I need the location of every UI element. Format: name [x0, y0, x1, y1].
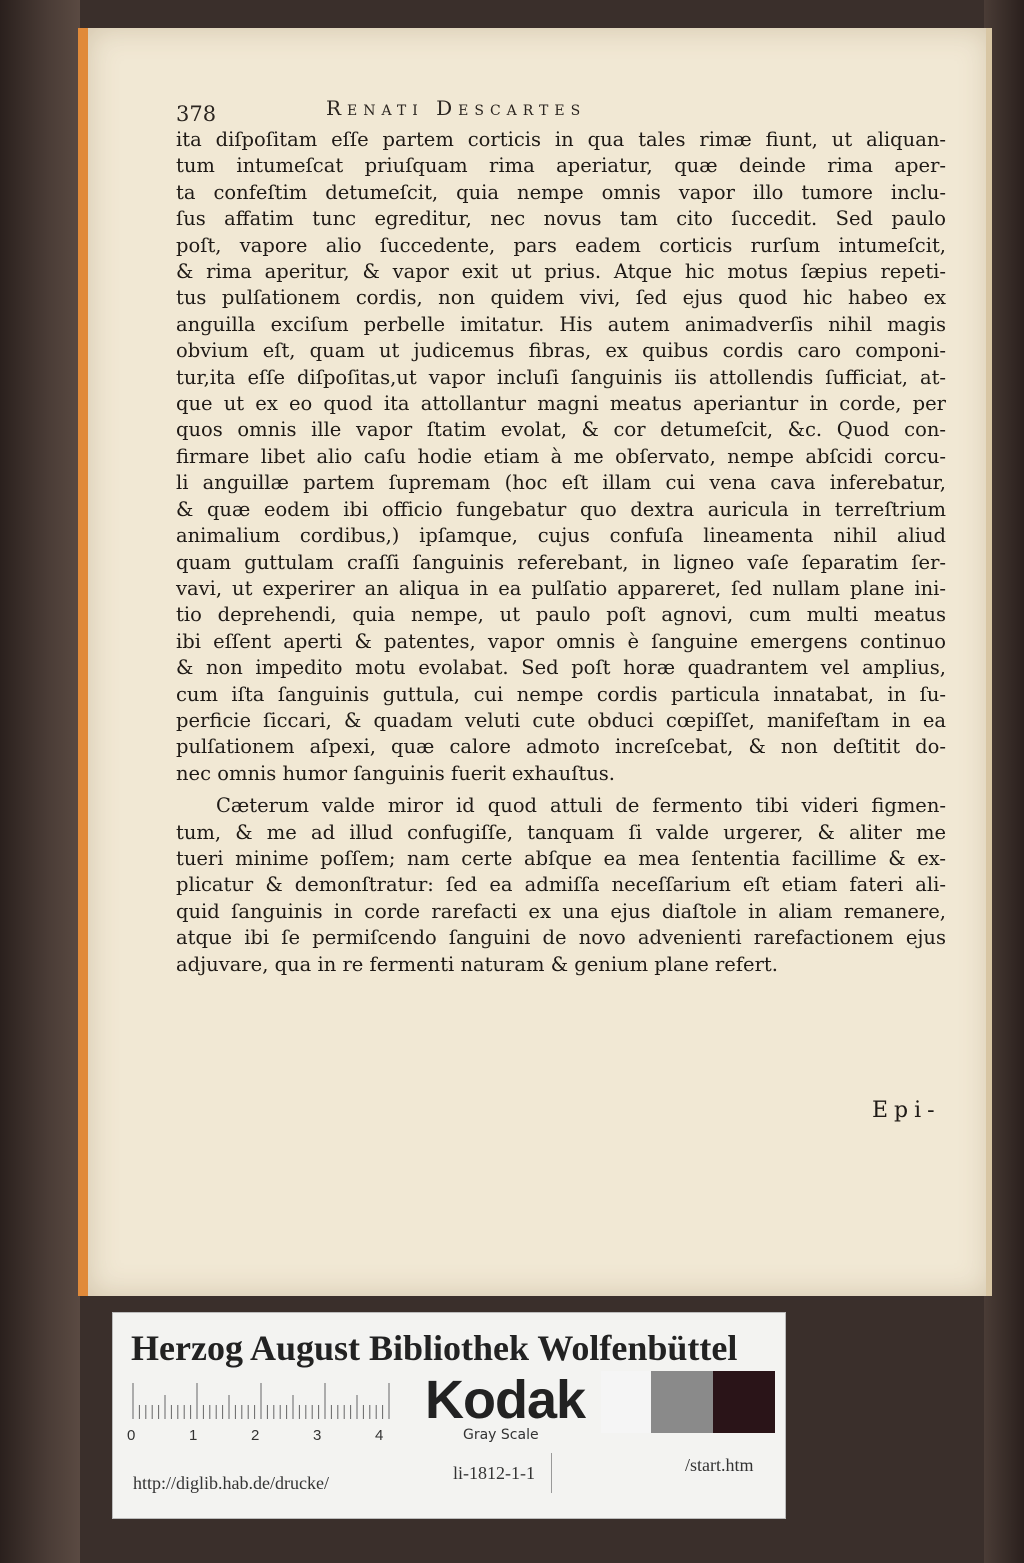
- body-text: [176, 127, 946, 978]
- ruler-number: 3: [313, 1427, 322, 1444]
- text-line: quid ſanguinis in corde rarefacti ex una ejus diaſtole in aliam remanere,: [176, 899, 946, 923]
- text-line: tus pulſationem cordis, non quidem vivi, ſed ejus quod hic habeo ex: [176, 286, 946, 310]
- text-line: Cæterum valde miror id quod attuli de fermento tibi videri figmen-: [216, 794, 946, 818]
- ruler-scale: [131, 1381, 399, 1421]
- gray-swatch-dark: [713, 1371, 775, 1433]
- library-name: Herzog August Bibliothek Wolfenbüttel: [131, 1328, 738, 1368]
- text-line: ibi eſſent aperti & patentes, vapor omnis è ſanguine emergens continuo: [176, 629, 946, 653]
- page-number: 378: [176, 102, 217, 126]
- text-line: plicatur & demonſtratur: ſed ea admiſſa neceſſarium eſt etiam fateri ali-: [176, 873, 946, 897]
- url-base: http://diglib.hab.de/drucke/: [133, 1473, 329, 1493]
- divider: [551, 1453, 552, 1493]
- ruler-number: 0: [127, 1427, 136, 1444]
- text-line: tio deprehendi, quia nempe, ut paulo poſt agnovi, cum multi meatus: [176, 603, 946, 627]
- gray-swatch-white: [601, 1371, 651, 1433]
- catchword: Epi-: [872, 1098, 941, 1123]
- text-line: & non impedito motu evolabat. Sed poſt horæ quadrantem vel amplius,: [176, 656, 946, 680]
- text-line: & quæ eodem ibi officio fungebatur quo dextra auricula in terreſtrium: [176, 497, 946, 521]
- text-line: poſt, vapore alio ſuccedente, pars eadem corticis rurſum intumeſcit,: [176, 233, 946, 257]
- library-label-card: [112, 1312, 786, 1519]
- gray-swatch-mid: [651, 1371, 713, 1433]
- ruler-number: 4: [375, 1427, 384, 1444]
- text-line: obvium eſt, quam ut judicemus fibras, ex quibus cordis caro componi-: [176, 339, 946, 363]
- text-line: quam guttulam craſſi ſanguinis referebant, in ligneo vaſe ſeparatim ſer-: [176, 550, 946, 574]
- book-edge-left: [0, 0, 80, 1563]
- text-line: quos omnis ille vapor ſtatim evolat, & cor detumeſcit, &c. Quod con-: [176, 418, 946, 442]
- page-edge: [986, 28, 992, 1296]
- text-line: li anguillæ partem ſupremam (hoc eſt illam cui vena cava inferebatur,: [176, 471, 946, 495]
- text-line: pulſationem aſpexi, quæ calore admoto increſcebat, & non deſtitit do-: [176, 735, 946, 759]
- gray-scale-label: Gray Scale: [463, 1427, 539, 1443]
- text-line: anguilla exciſum perbelle imitatur. His autem animadverſis nihil magis: [176, 312, 946, 336]
- running-head: [176, 94, 876, 124]
- running-head-title: Renati Descartes: [326, 96, 587, 120]
- text-line: nec omnis humor ſanguinis fuerit exhauſtus.: [176, 761, 616, 785]
- text-line: vavi, ut experirer an aliqua in ea pulſatio appareret, ſed nullam plane ini-: [176, 576, 946, 600]
- text-line: adjuvare, qua in re fermenti naturam & genium plane refert.: [176, 952, 778, 976]
- text-line: cum iſta ſanguinis guttula, cui nempe cordis particula innatabat, in ſu-: [176, 682, 946, 706]
- text-line: animalium cordibus,) ipſamque, cujus confuſa lineamenta nihil aliud: [176, 524, 946, 548]
- text-line: perficie ſiccari, & quadam veluti cute obduci cœpiſſet, manifeſtam in ea: [176, 708, 946, 732]
- text-line: atque ibi ſe permiſcendo ſanguini de novo advenienti rarefactionem ejus: [176, 926, 946, 950]
- text-line: tum intumeſcat priuſquam rima aperiatur, quæ deinde rima aper-: [176, 154, 946, 178]
- ruler-numbers: [127, 1427, 407, 1447]
- url-id: li-1812-1-1: [453, 1463, 535, 1483]
- text-line: firmare libet alio caſu hodie etiam à me obſervato, nempe abſcidi corcu-: [176, 444, 946, 468]
- text-line: tueri minime poſſem; nam certe abſque ea mea ſententia facillime & ex-: [176, 846, 946, 870]
- url-suffix: /start.htm: [685, 1455, 754, 1475]
- ruler-number: 2: [251, 1427, 260, 1444]
- text-line: & rima aperitur, & vapor exit ut prius. Atque hic motus ſæpius repeti-: [176, 260, 946, 284]
- ruler-number: 1: [189, 1427, 198, 1444]
- text-line: ſus affatim tunc egreditur, nec novus tam cito ſuccedit. Sed paulo: [176, 207, 946, 231]
- text-line: tum, & me ad illud confugiſſe, tanquam ſi valde urgerer, & aliter me: [176, 820, 946, 844]
- text-line: ta confeſtim detumeſcit, quia nempe omnis vapor illo tumore inclu-: [176, 180, 946, 204]
- text-line: ita diſpoſitam eſſe partem corticis in qua tales rimæ fiunt, ut aliquan-: [176, 128, 946, 151]
- text-line: que ut ex eo quod ita attollantur magni meatus aperiantur in corde, per: [176, 392, 946, 416]
- text-line: tur,ita eſſe diſpoſitas,ut vapor incluſi ſanguinis iis attollendis ſufficiat, at-: [176, 365, 946, 389]
- kodak-logo: Kodak: [425, 1370, 586, 1430]
